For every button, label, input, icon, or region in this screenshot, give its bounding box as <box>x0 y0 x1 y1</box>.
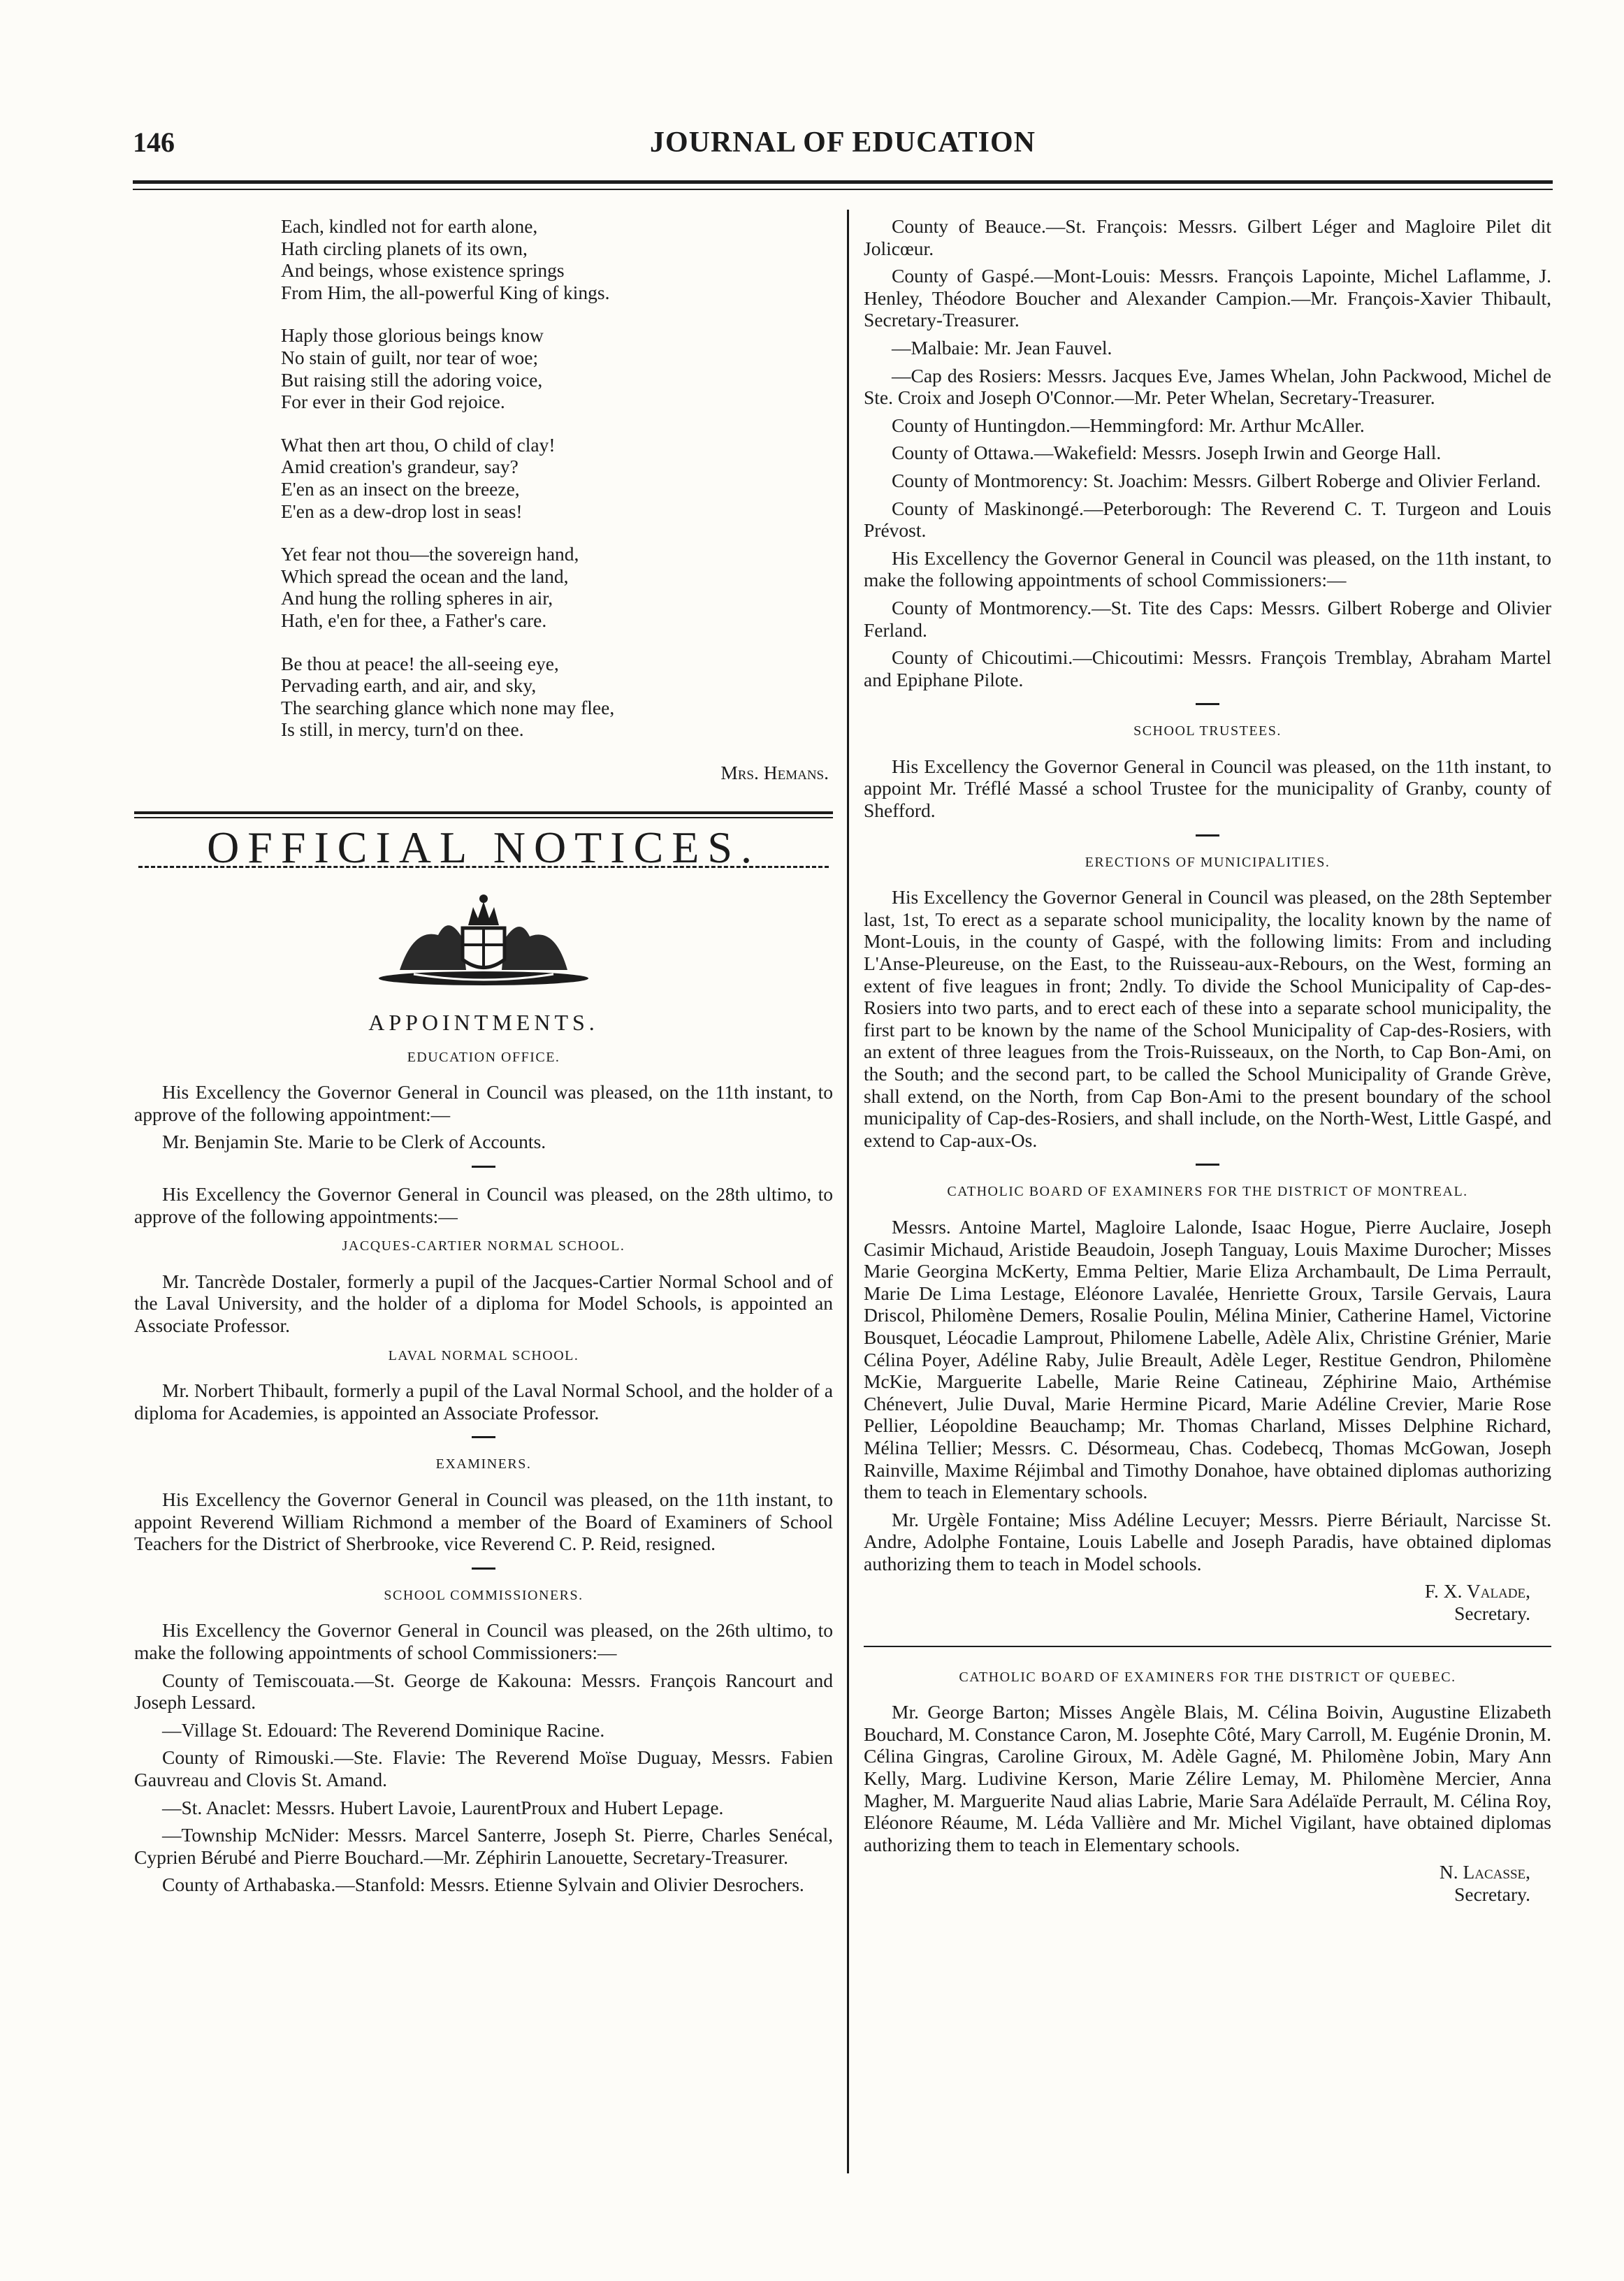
notice-paragraph: County of Arthabaska.—Stanfold: Messrs. Etienne Sylvain and Olivier Desrochers. <box>162 1874 804 1896</box>
notice-paragraph: His Excellency the Governor General in Council was pleased, on the 11th instant, to approve of the following appointment:— <box>134 1081 833 1125</box>
appointments-sections <box>134 1047 833 1896</box>
montreal-signature <box>864 1580 1530 1624</box>
notice-paragraph: —Village St. Edouard: The Reverend Dominique Racine. <box>162 1718 605 1741</box>
coat-of-arms-icon <box>372 886 595 991</box>
quebec-signature <box>864 1861 1530 1905</box>
notice-paragraph: Messrs. Antoine Martel, Magloire Lalonde, Isaac Hogue, Pierre Auclaire, Joseph Casimir Michaud, Aristide Beaudoin, Joseph Tanguay, Louis Maxime Durocher; Misses Marie Georgina McKerty, Emma Peltier, Marie Eliza Archambault, De Lima Perrault, Marie De Lima Lestage, Eléonore Lavalée, Henriette Groux, Tarsile Gervais, Laura Driscol, Philomène Demers, Rosalie Poulin, Mélina Minier, Catherine Hamel, Victorine Bousquet, Léocadie Lamprout, Philomene Labelle, Adèle Alix, Christine Grénier, Marie Célina Poyer, Adéline Raby, Julie Breault, Adèle Leger, Restitue Gendron, Philomène McKie, Marguerite Labelle, Marie Reine Catineau, Zéphirine Maio, Arthémise Chénevert, Julie Duval, Marie Hermine Picard, Marie Adéline Crevier, Marie Rose Pellier, Léopoldine Beauchamp; Mr. Thomas Charland, Misses Delphine Richard, Mélina Tellier; Messrs. C. Désormeau, Chas. Codebecq, Thomas McGowan, Joseph Rainville, Maxime Réjimbal and Timothy Donahoe, have obtained diplomas authorizing them to teach in Elementary schools. <box>864 1215 1551 1503</box>
notice-paragraph: —St. Anaclet: Messrs. Hubert Lavoie, LaurentProux and Hubert Lepage. <box>162 1796 724 1818</box>
notice-paragraph: His Excellency the Governor General in Council was pleased, on the 11th instant, to make the following appointments of school Commissioners:— <box>864 546 1551 591</box>
poem-line: Is still, in mercy, turn'd on thee. <box>281 718 524 741</box>
notice-paragraph: Mr. Tancrède Dostaler, formerly a pupil of the Jacques-Cartier Normal School and of the Laval University, and the holder of a diploma for Model Schools, is appointed an Associate Professor. <box>134 1270 833 1336</box>
poem-line: Be thou at peace! the all-seeing eye, <box>281 652 559 674</box>
section-heading: SCHOOL COMMISSIONERS. <box>384 1587 583 1603</box>
notice-paragraph: His Excellency the Governor General in Council was pleased, on the 26th ultimo, to make the following appointments of school Commissioners:— <box>134 1619 833 1663</box>
poem-line: Yet fear not thou—the sovereign hand, <box>281 543 579 565</box>
poem-line: E'en as an insect on the breeze, <box>281 477 520 500</box>
montreal-board-heading: CATHOLIC BOARD OF EXAMINERS FOR THE DISTRICT OF MONTREAL. <box>947 1184 1468 1200</box>
poem-line: From Him, the all-powerful King of kings. <box>281 281 610 303</box>
municipalities-heading: ERECTIONS OF MUNICIPALITIES. <box>1085 854 1331 870</box>
quebec-board-text <box>864 1701 1551 1855</box>
appointments-heading: APPOINTMENTS. <box>368 1010 599 1036</box>
poem-line: Which spread the ocean and the land, <box>281 565 569 587</box>
notice-paragraph: County of Beauce.—St. François: Messrs. Gilbert Léger and Magloire Pilet dit Jolicœur. <box>864 215 1551 259</box>
signatory-name: N. Lacasse, <box>1439 1861 1530 1883</box>
section-heading: LAVAL NORMAL SCHOOL. <box>388 1347 579 1363</box>
poem-line: No stain of guilt, nor tear of woe; <box>281 346 539 368</box>
notice-paragraph: His Excellency the Governor General in Council was pleased, on the 11th instant, to appoint Reverend William Richmond a member of the Board of Examiners of School Teachers for the District of Sherbrooke, vice Reverend C. P. Reid, resigned. <box>134 1488 833 1555</box>
notice-paragraph: County of Montmorency.—St. Tite des Caps: Messrs. Gilbert Roberge and Olivier Ferland. <box>864 596 1551 641</box>
notice-paragraph: —Township McNider: Messrs. Marcel Santerre, Joseph St. Pierre, Charles Senécal, Cyprien Bérubé and Pierre Bouchard.—Mr. Zéphirin Lanouette, Secretary-Treasurer. <box>134 1824 833 1868</box>
quebec-board-heading: CATHOLIC BOARD OF EXAMINERS FOR THE DISTRICT OF QUEBEC. <box>959 1669 1456 1685</box>
poem-line: E'en as a dew-drop lost in seas! <box>281 500 523 522</box>
left-column <box>134 215 833 1902</box>
notice-paragraph: Mr. George Barton; Misses Angèle Blais, M. Célina Boivin, Augustine Elizabeth Bouchard, M. Constance Caron, M. Josephte Côté, Mary Carroll, M. Eugénie Dronin, M. Célina Gingras, Caroline Giroux, M. Adèle Gagné, M. Philomène Jobin, Mary Ann Kelly, Marg. Ludivine Kerson, Marie Zélire Lemay, M. Philomène Mercier, Anna Magher, M. Marguerite Naud alias Labrie, Marie Sara Adélaïde Perrault, M. Célina Roy, Eléonore Réaume, M. Léda Vallière and Mr. Michel Vigilant, have obtained diplomas authorizing them to teach in Elementary schools. <box>864 1701 1551 1855</box>
poem-author: Mrs. Hemans. <box>720 761 829 783</box>
poem-line: And beings, whose existence springs <box>281 259 565 282</box>
notice-paragraph: County of Maskinongé.—Peterborough: The Reverend C. T. Turgeon and Louis Prévost. <box>864 497 1551 542</box>
notice-paragraph: County of Rimouski.—Ste. Flavie: The Reverend Moïse Duguay, Messrs. Fabien Gauvreau and Clovis St. Amand. <box>134 1746 833 1790</box>
signatory-name: F. X. Valade, <box>1424 1580 1530 1602</box>
notice-paragraph: His Excellency the Governor General in Council was pleased, on the 28th September last, 1st, To erect as a separate school municipality, the locality known by the name of Mont-Louis, in the county of Gaspé, with the following limits: From and including L'Anse-Pleureuse, on the East, to the Ruisseau-aux-Rebours, on the West, forming an extent of five leagues in front; 2ndly. To divide the School Municipality of Cap-des-Rosiers into two parts, and to erect each of these into a separate school municipality, the first part to be known by the name of the School Municipality of Cap-des-Rosiers, with an extent of three leagues from the Trois-Ruisseaux, on the North, to Cap Bon-Ami, on the South; and the second part, to be called the School Municipality of Grande Grève, shall extend, on the North, from Cap Bon-Ami to the present boundary of the school municipality of Cap-des-Rosiers, and shall include, on the North-West, Little Gaspé, and extend to Cap-aux-Os. <box>864 886 1551 1151</box>
poem-line: Pervading earth, and air, and sky, <box>281 674 537 697</box>
column-divider <box>847 210 849 2173</box>
notice-paragraph: His Excellency the Governor General in Council was pleased, on the 11th instant, to appoint Mr. Tréflé Massé a school Trustee for the municipality of Granby, county of Shefford. <box>864 755 1551 822</box>
notice-paragraph: Mr. Benjamin Ste. Marie to be Clerk of Accounts. <box>162 1131 546 1153</box>
header-rule-thin <box>133 189 1553 190</box>
poem-stanza <box>281 434 833 522</box>
trustees-heading: SCHOOL TRUSTEES. <box>1133 723 1282 739</box>
notice-paragraph: —Cap des Rosiers: Messrs. Jacques Eve, James Whelan, John Packwood, Michel de Ste. Croix and Joseph O'Connor.—Mr. Peter Whelan, Secretary-Treasurer. <box>864 364 1551 409</box>
section-rule <box>864 1646 1551 1647</box>
poem-stanza <box>281 324 833 412</box>
notice-paragraph: County of Ottawa.—Wakefield: Messrs. Joseph Irwin and George Hall. <box>892 442 1442 464</box>
page-number: 146 <box>133 126 175 158</box>
poem-line: Each, kindled not for earth alone, <box>281 215 538 237</box>
right-column <box>864 215 1551 1920</box>
poem-line: Hath, e'en for thee, a Father's care. <box>281 609 547 631</box>
poem-line: But raising still the adoring voice, <box>281 368 543 391</box>
poem-stanza <box>281 543 833 631</box>
notice-paragraph: Mr. Norbert Thibault, formerly a pupil of the Laval Normal School, and the holder of a diploma for Academies, is appointed an Associate Professor. <box>134 1380 833 1424</box>
notice-paragraph: County of Montmorency: St. Joachim: Messrs. Gilbert Roberge and Olivier Ferland. <box>892 469 1542 491</box>
signatory-role: Secretary. <box>1454 1602 1530 1625</box>
poem-stanza <box>281 653 833 741</box>
poem-line: And hung the rolling spheres in air, <box>281 587 553 609</box>
poem <box>134 215 833 741</box>
section-divider <box>472 1436 495 1438</box>
section-heading: EDUCATION OFFICE. <box>407 1049 560 1065</box>
notice-paragraph: County of Chicoutimi.—Chicoutimi: Messrs. François Tremblay, Abraham Martel and Epiphane Pilote. <box>864 646 1551 690</box>
section-heading: EXAMINERS. <box>435 1456 532 1472</box>
section-divider <box>1196 1164 1219 1166</box>
signatory-role: Secretary. <box>1454 1883 1530 1905</box>
montreal-board-text <box>864 1216 1551 1575</box>
notice-paragraph: Mr. Urgèle Fontaine; Miss Adéline Lecuyer; Messrs. Pierre Bériault, Narcisse St. Andre, Adolphe Fontaine, Louis Labelle and Joseph Paradis, have obtained diplomas authorizing them to teach in Model schools. <box>864 1508 1551 1574</box>
section-divider <box>1196 834 1219 837</box>
municipalities-text <box>864 886 1551 1151</box>
notice-paragraph: County of Temiscouata.—St. George de Kakouna: Messrs. François Rancourt and Joseph Lessard. <box>134 1669 833 1714</box>
poem-line: The searching glance which none may flee, <box>281 696 615 718</box>
commissioners-continued <box>864 215 1551 690</box>
official-notices-title: OFFICIAL NOTICES. <box>207 823 760 873</box>
poem-line: For ever in their God rejoice. <box>281 391 505 413</box>
page-header <box>133 126 1553 168</box>
poem-line: What then art thou, O child of clay! <box>281 433 556 456</box>
section-heading: JACQUES-CARTIER NORMAL SCHOOL. <box>342 1238 625 1254</box>
poem-line: Amid creation's grandeur, say? <box>281 456 519 478</box>
poem-line: Haply those glorious beings know <box>281 324 544 347</box>
section-divider <box>1196 703 1219 705</box>
notice-paragraph: His Excellency the Governor General in Council was pleased, on the 28th ultimo, to approve of the following appointments:— <box>134 1183 833 1227</box>
section-divider <box>472 1567 495 1570</box>
header-rule-thick <box>133 180 1553 184</box>
poem-line: Hath circling planets of its own, <box>281 237 528 259</box>
notice-paragraph: County of Huntingdon.—Hemmingford: Mr. Arthur McAller. <box>892 414 1365 436</box>
journal-title: JOURNAL OF EDUCATION <box>649 126 1036 159</box>
trustees-text <box>864 755 1551 822</box>
section-rule <box>134 811 833 818</box>
notice-paragraph: County of Gaspé.—Mont-Louis: Messrs. François Lapointe, Michel Laflamme, J. Henley, Théodore Boucher and Alexander Campion.—Mr. François-Xavier Thibault, Secretary-Treasurer. <box>864 265 1551 331</box>
notice-paragraph: —Malbaie: Mr. Jean Fauvel. <box>892 336 1112 359</box>
poem-stanza <box>281 215 833 303</box>
section-divider <box>472 1166 495 1168</box>
